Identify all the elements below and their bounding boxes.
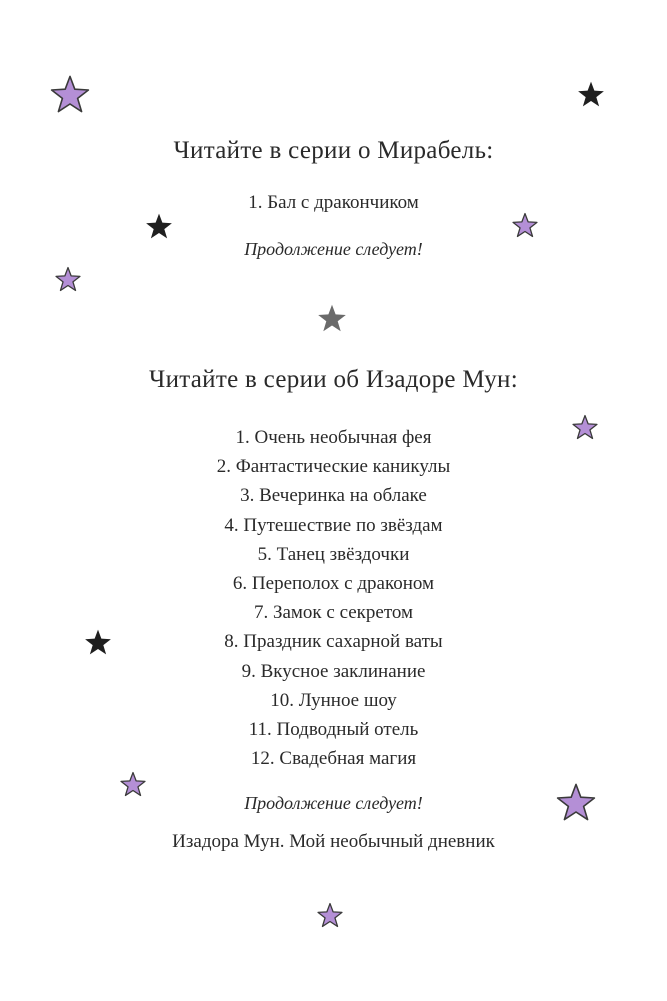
list-item: 12. Свадебная магия bbox=[250, 748, 417, 770]
list-item: 9. Вкусное заклинание bbox=[241, 660, 426, 682]
mirabel-series-heading: Читайте в серии о Мирабель: bbox=[173, 137, 494, 164]
list-item: 5. Танец звёздочки bbox=[257, 543, 410, 565]
list-item: 7. Замок с секретом bbox=[253, 602, 414, 624]
purple-star-icon bbox=[50, 74, 90, 114]
list-item: 10. Лунное шоу bbox=[270, 689, 397, 711]
isadora-diary-title: Изадора Мун. Мой необычный дневник bbox=[172, 831, 495, 852]
isadora-book-list bbox=[0, 423, 667, 773]
purple-star-icon bbox=[317, 902, 343, 928]
mirabel-continuation: Продолжение следует! bbox=[244, 239, 423, 259]
list-item: 3. Вечеринка на облаке bbox=[240, 485, 427, 507]
isadora-series-heading: Читайте в серии об Изадоре Мун: bbox=[149, 366, 518, 393]
gray-star-icon bbox=[317, 303, 347, 333]
list-item: 1. Очень необычная фея bbox=[235, 427, 432, 448]
purple-star-icon bbox=[55, 266, 81, 292]
mirabel-book-1: 1. Бал с дракончиком bbox=[248, 192, 419, 213]
purple-star-icon bbox=[512, 212, 538, 238]
list-item: 2. Фантастические каникулы bbox=[216, 456, 451, 478]
list-item: 6. Переполох с драконом bbox=[232, 572, 435, 594]
list-item: 11. Подводный отель bbox=[248, 718, 419, 740]
list-item: 8. Праздник сахарной ваты bbox=[224, 631, 443, 653]
black-star-icon bbox=[145, 212, 173, 240]
isadora-continuation: Продолжение следует! bbox=[244, 793, 423, 813]
black-star-icon bbox=[577, 80, 605, 108]
list-item: 4. Путешествие по звёздам bbox=[224, 514, 443, 536]
